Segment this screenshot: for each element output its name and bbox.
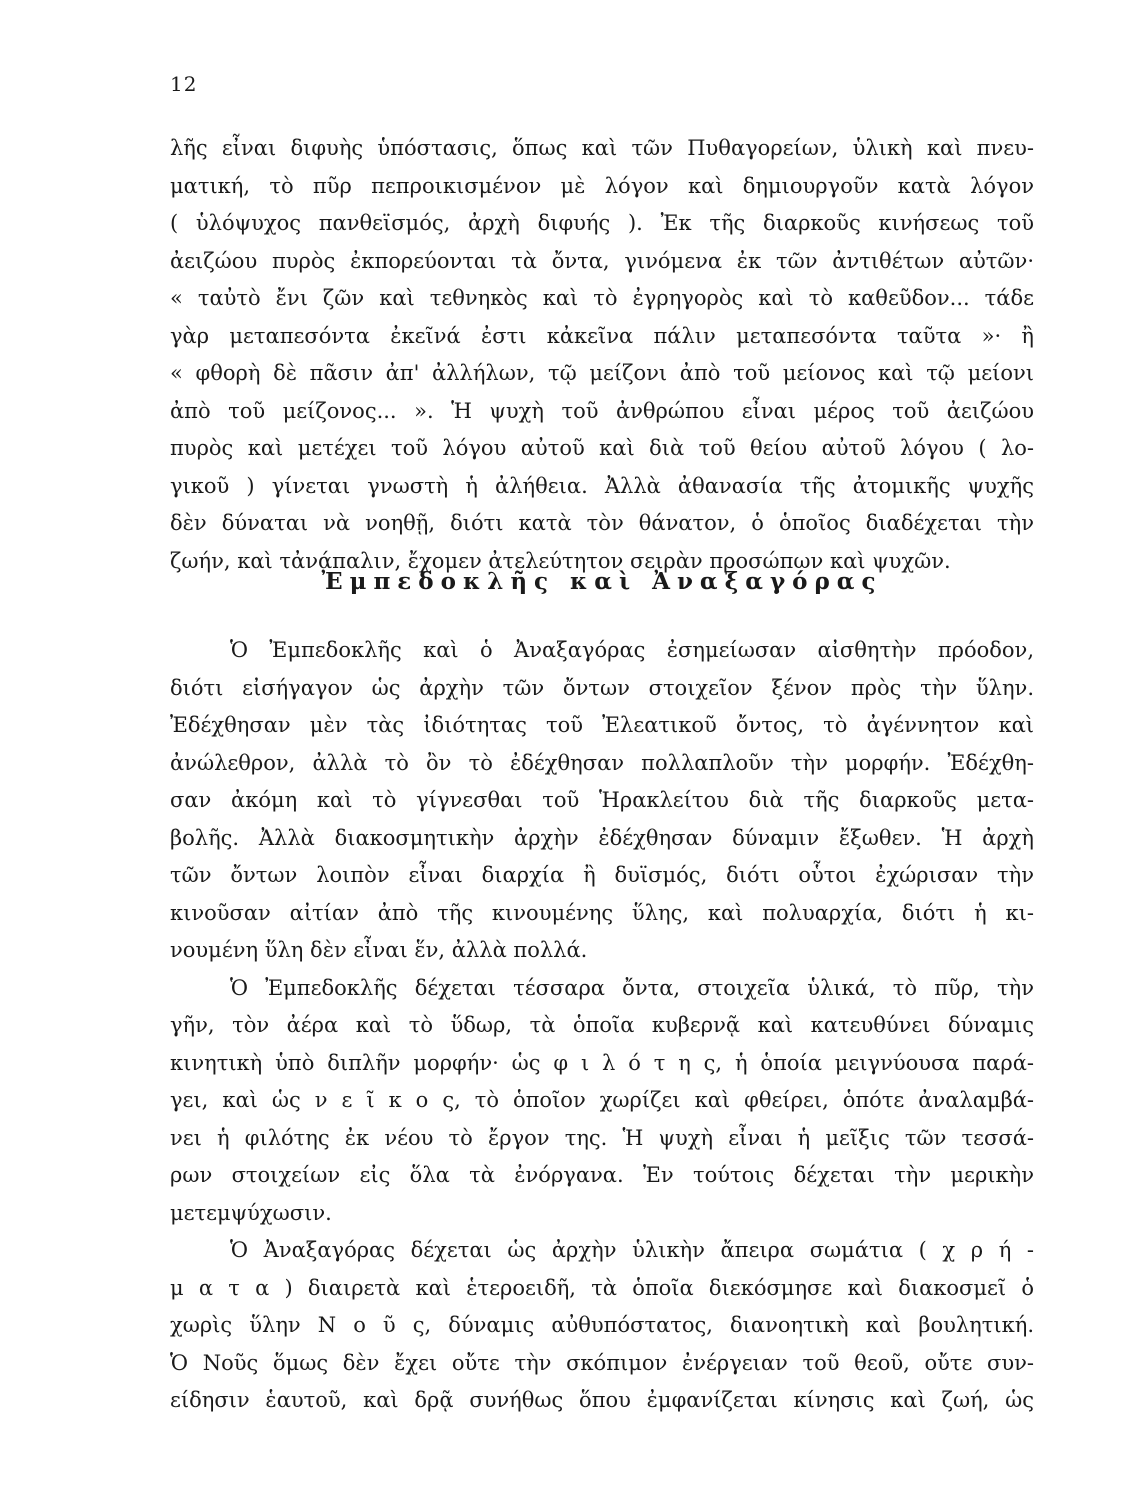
text-line: γει, καὶ ὡς ν ε ῖ κ ο ς, τὸ ὁποῖον χωρίζει καὶ φθείρει, ὁπότε ἀναλαμβά- xyxy=(170,1088,1034,1112)
text-line: Ὁ Νοῦς ὅμως δὲν ἔχει οὔτε τὴν σκόπιμον ἐνέργειαν τοῦ θεοῦ, οὔτε συν- xyxy=(170,1350,1034,1375)
paragraph-first-line: Ὁ Ἐμπεδοκλῆς καὶ ὁ Ἀναξαγόρας ἐσημείωσαν αἰσθητὴν πρόοδον, xyxy=(230,638,1034,662)
text-line: ἀνώλεθρον, ἀλλὰ τὸ ὂν τὸ ἐδέχθησαν πολλαπλοῦν τὴν μορφήν. Ἐδέχθη- xyxy=(170,750,1034,775)
text-line: νουμένη ὕλη δὲν εἶναι ἕν, ἀλλὰ πολλά. xyxy=(170,938,588,962)
text-line: κινητικὴ ὑπὸ διπλῆν μορφήν· ὡς φ ι λ ό τ η ς, ἡ ὁποία μειγνύουσα παρά- xyxy=(170,1050,1034,1075)
text-line: σαν ἀκόμη καὶ τὸ γίγνεσθαι τοῦ Ἡρακλείτου διὰ τῆς διαρκοῦς μετα- xyxy=(170,788,1034,812)
text-line: μ α τ α ) διαιρετὰ καὶ ἑτεροειδῆ, τὰ ὁποῖα διεκόσμησε καὶ διακοσμεῖ ὁ xyxy=(170,1275,1034,1300)
text-line: ἀπὸ τοῦ μείζονος... ». Ἡ ψυχὴ τοῦ ἀνθρώπου εἶναι μέρος τοῦ ἀειζώου xyxy=(170,398,1034,423)
text-line: ( ὑλόψυχος πανθεϊσμός, ἀρχὴ διφυής ). Ἐκ τῆς διαρκοῦς κινήσεως τοῦ xyxy=(170,211,1034,235)
text-line: διότι εἰσήγαγον ὡς ἀρχὴν τῶν ὄντων στοιχεῖον ξένον πρὸς τὴν ὕλην. xyxy=(170,675,1034,700)
text-line: γῆν, τὸν ἀέρα καὶ τὸ ὕδωρ, τὰ ὁποῖα κυβερνᾷ καὶ κατευθύνει δύναμις xyxy=(170,1013,1034,1037)
section-heading: Ἐμπεδοκλῆς καὶ Ἀναξαγόρας xyxy=(321,568,883,595)
text-line: ματική, τὸ πῦρ πεπροικισμένον μὲ λόγον καὶ δημιουργοῦν κατὰ λόγον xyxy=(170,173,1034,198)
text-line: είδησιν ἑαυτοῦ, καὶ δρᾷ συνήθως ὅπου ἐμφανίζεται κίνησις καὶ ζωή, ὡς xyxy=(170,1388,1034,1412)
text-line: γὰρ μεταπεσόντα ἐκεῖνά ἐστι κἀκεῖνα πάλιν μεταπεσόντα ταῦτα »· ἢ xyxy=(170,323,1034,348)
text-line: Ἐδέχθησαν μὲν τὰς ἰδιότητας τοῦ Ἐλεατικοῦ ὄντος, τὸ ἀγέννητον καὶ xyxy=(170,713,1034,737)
section-body xyxy=(170,632,1034,1420)
text-line: βολῆς. Ἀλλὰ διακοσμητικὴν ἀρχὴν ἐδέχθησαν δύναμιν ἔξωθεν. Ἡ ἀρχὴ xyxy=(170,825,1034,850)
text-line: « ταὐτὸ ἔνι ζῶν καὶ τεθνηκὸς καὶ τὸ ἐγρηγορὸς καὶ τὸ καθεῦδον... τάδε xyxy=(170,286,1034,310)
text-line: ρων στοιχείων εἰς ὅλα τὰ ἐνόργανα. Ἐν τούτοις δέχεται τὴν μερικὴν xyxy=(170,1163,1034,1187)
text-line: λῆς εἶναι διφυὴς ὑπόστασις, ὅπως καὶ τῶν Πυθαγορείων, ὑλικὴ καὶ πνευ- xyxy=(170,136,1034,160)
paragraph-continuation xyxy=(170,130,1034,580)
text-line: ζωήν, καὶ τἀνάπαλιν, ἔχομεν ἀτελεύτητον σειρὰν προσώπων καὶ ψυχῶν. xyxy=(170,548,951,573)
text-line: νει ἡ φιλότης ἐκ νέου τὸ ἔργον της. Ἡ ψυχὴ εἶναι ἡ μεῖξις τῶν τεσσά- xyxy=(170,1125,1034,1150)
paragraph-first-line: Ὁ Ἀναξαγόρας δέχεται ὡς ἀρχὴν ὑλικὴν ἄπειρα σωμάτια ( χ ρ ή - xyxy=(230,1238,1034,1262)
text-line: κινοῦσαν αἰτίαν ἀπὸ τῆς κινουμένης ὕλης, καὶ πολυαρχία, διότι ἡ κι- xyxy=(170,900,1034,925)
text-line: « φθορὴ δὲ πᾶσιν ἀπ' ἀλλήλων, τῷ μείζονι ἀπὸ τοῦ μείονος καὶ τῷ μείονι xyxy=(170,361,1034,385)
text-line: τῶν ὄντων λοιπὸν εἶναι διαρχία ἢ δυϊσμός, διότι οὗτοι ἐχώρισαν τὴν xyxy=(170,863,1034,887)
text-line: μετεμψύχωσιν. xyxy=(170,1200,332,1225)
text-line: πυρὸς καὶ μετέχει τοῦ λόγου αὐτοῦ καὶ διὰ τοῦ θείου αὐτοῦ λόγου ( λο- xyxy=(170,436,1034,460)
paragraph-first-line: Ὁ Ἐμπεδοκλῆς δέχεται τέσσαρα ὄντα, στοιχεῖα ὑλικά, τὸ πῦρ, τὴν xyxy=(230,975,1034,1000)
text-line: γικοῦ ) γίνεται γνωστὴ ἡ ἀλήθεια. Ἀλλὰ ἀθανασία τῆς ἀτομικῆς ψυχῆς xyxy=(170,473,1034,498)
page-number: 12 xyxy=(170,72,198,96)
text-line: δὲν δύναται νὰ νοηθῇ, διότι κατὰ τὸν θάνατον, ὁ ὁποῖος διαδέχεται τὴν xyxy=(170,511,1034,535)
text-line: ἀειζώου πυρὸς ἐκπορεύονται τὰ ὄντα, γινόμενα ἐκ τῶν ἀντιθέτων αὐτῶν· xyxy=(170,248,1034,273)
text-line: χωρὶς ὕλην Ν ο ῦ ς, δύναμις αὐθυπόστατος, διανοητικὴ καὶ βουλητική. xyxy=(170,1313,1034,1337)
